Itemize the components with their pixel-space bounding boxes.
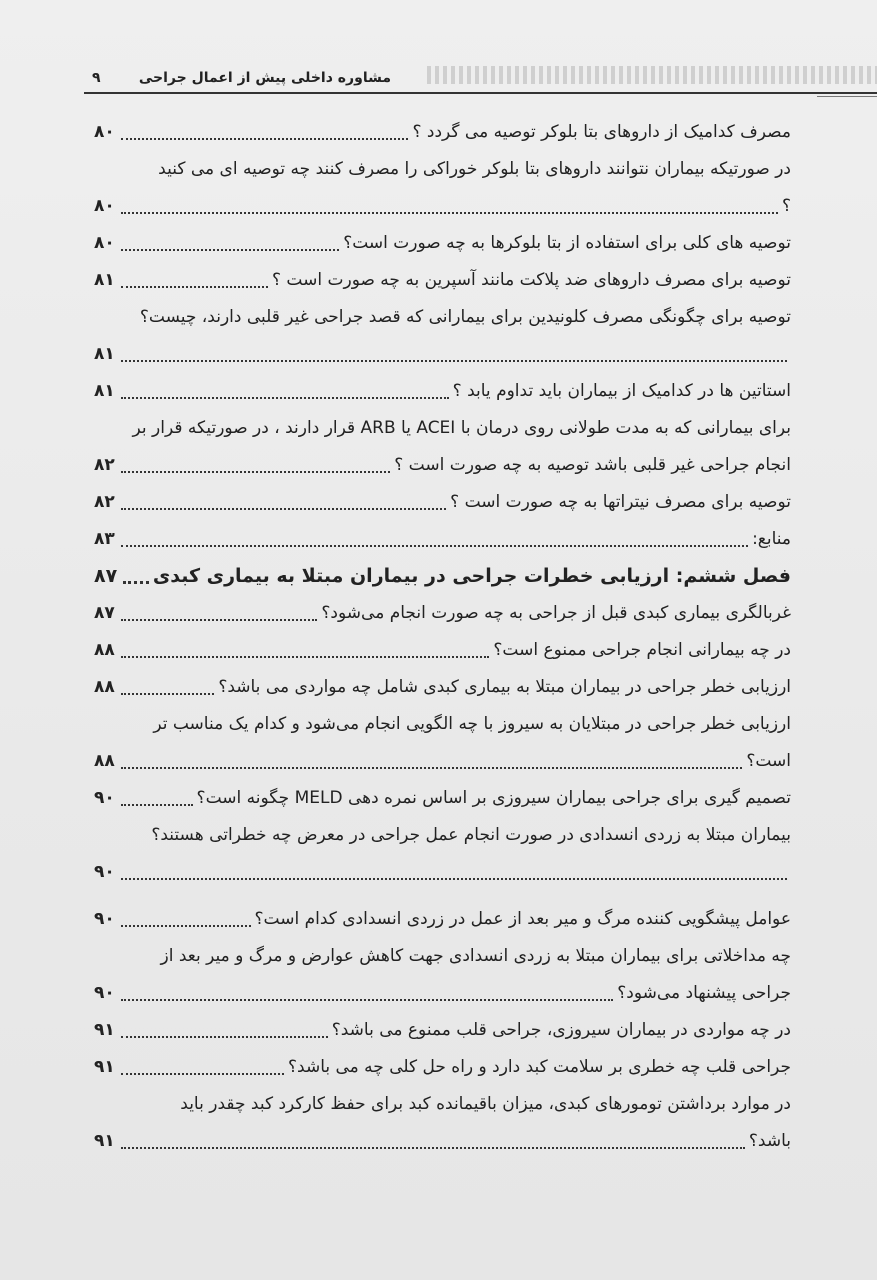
toc-entry-text: منابع: — [752, 529, 791, 549]
toc-page-number: ۹۰ — [94, 862, 115, 882]
toc-entry-text: جراحی پیشنهاد می‌شود؟ — [617, 983, 791, 1003]
toc-entry-text: بیماران مبتلا به زردی انسدادی در صورت انجام عمل جراحی در معرض چه خطراتی هستند؟ — [151, 825, 791, 845]
toc-line — [94, 938, 791, 975]
toc-entry — [94, 151, 791, 225]
toc-line — [94, 854, 791, 891]
dot-leader — [123, 581, 149, 584]
dot-leader — [121, 286, 268, 288]
toc-page-number: ۸۸ — [94, 677, 115, 697]
toc-line — [94, 558, 791, 595]
toc-line — [94, 1049, 791, 1086]
toc-page-number: ۹۱ — [94, 1057, 115, 1077]
dot-leader — [121, 249, 339, 251]
dot-leader — [121, 397, 449, 399]
toc-entry-text: تصمیم گیری برای جراحی بیماران سیروزی بر اساس نمره دهی MELD چگونه است؟ — [196, 788, 791, 808]
toc-entry — [94, 225, 791, 262]
toc-line — [94, 1012, 791, 1049]
toc-line — [94, 632, 791, 669]
toc-page-number: ۹۰ — [94, 983, 115, 1003]
toc-line — [94, 114, 791, 151]
toc-page-number: ۸۲ — [94, 455, 115, 475]
toc-entry-text: انجام جراحی غیر قلبی باشد توصیه به چه صورت است ؟ — [394, 455, 791, 475]
toc-line — [94, 262, 791, 299]
toc-line — [94, 373, 791, 410]
toc-page-number: ۹۱ — [94, 1020, 115, 1040]
dot-leader — [121, 508, 446, 510]
toc-line — [94, 484, 791, 521]
toc-page-number: ۸۱ — [94, 270, 115, 290]
spacer — [94, 891, 791, 901]
toc-line — [94, 410, 791, 447]
dot-leader — [121, 925, 251, 927]
dot-leader — [121, 138, 409, 140]
toc-entry-text: است؟ — [746, 751, 791, 771]
toc-entry — [94, 521, 791, 558]
toc-entry — [94, 299, 791, 373]
toc-entry — [94, 901, 791, 938]
toc-page-number: ۹۱ — [94, 1131, 115, 1151]
toc-entry — [94, 1012, 791, 1049]
toc-entry-text: استاتین ها در کدامیک از بیماران باید تداوم یابد ؟ — [452, 381, 791, 401]
toc-entry-text: توصیه برای مصرف داروهای ضد پلاکت مانند آسپرین به چه صورت است ؟ — [271, 270, 791, 290]
dot-leader — [121, 1147, 745, 1149]
toc-line — [94, 706, 791, 743]
toc-entry — [94, 373, 791, 410]
dot-leader — [121, 999, 613, 1001]
toc-entry-text: توصیه های کلی برای استفاده از بتا بلوکرها به چه صورت است؟ — [343, 233, 791, 253]
toc-entry — [94, 780, 791, 817]
dot-leader — [121, 1073, 284, 1075]
dot-leader — [121, 212, 778, 214]
toc-line — [94, 299, 791, 336]
toc-page-number: ۸۱ — [94, 381, 115, 401]
dot-leader — [121, 878, 787, 880]
toc-line — [94, 188, 791, 225]
toc-page-number: ۸۷ — [94, 603, 115, 623]
toc-page-number: ۸۷ — [94, 565, 118, 587]
toc-line — [94, 447, 791, 484]
dot-leader — [121, 619, 318, 621]
toc-entry-text: چه مداخلاتی برای بیماران مبتلا به زردی انسدادی جهت کاهش عوارض و مرگ و میر بعد از — [160, 946, 791, 966]
toc-page-number: ۸۲ — [94, 492, 115, 512]
toc-entry-text: ؟ — [781, 196, 791, 216]
toc-line — [94, 975, 791, 1012]
toc-entry — [94, 938, 791, 1012]
running-header — [84, 56, 877, 96]
toc-entry — [94, 1086, 791, 1160]
header-title: مشاوره داخلی پیش از اعمال جراحی — [138, 70, 391, 86]
toc-entry-text: در چه مواردی در بیماران سیروزی، جراحی قلب ممنوع می باشد؟ — [331, 1020, 791, 1040]
toc-line — [94, 817, 791, 854]
toc-chapter-heading — [94, 558, 791, 595]
toc-entry-text: در صورتیکه بیماران نتوانند داروهای بتا بلوکر خوراکی را مصرف کنند چه توصیه ای می کنید — [158, 159, 791, 179]
toc-entry — [94, 595, 791, 632]
header-rule-secondary — [817, 96, 877, 97]
toc-entry-text: توصیه برای چگونگی مصرف کلونیدین برای بیمارانی که قصد جراحی غیر قلبی دارند، چیست؟ — [139, 307, 791, 327]
dot-leader — [121, 545, 748, 547]
toc-entry — [94, 817, 791, 891]
toc-page-number: ۸۳ — [94, 529, 115, 549]
toc-entry-text: باشد؟ — [748, 1131, 791, 1151]
toc-entry — [94, 1049, 791, 1086]
dot-leader — [121, 1036, 328, 1038]
toc-entry — [94, 114, 791, 151]
dot-leader — [121, 360, 787, 362]
toc-line — [94, 521, 791, 558]
toc-page-number: ۸۸ — [94, 640, 115, 660]
toc-entry — [94, 410, 791, 484]
toc-line — [94, 1123, 791, 1160]
toc-page-number: ۸۸ — [94, 751, 115, 771]
toc-line — [94, 1086, 791, 1123]
toc-line — [94, 901, 791, 938]
toc-entry-text: در چه بیمارانی انجام جراحی ممنوع است؟ — [493, 640, 791, 660]
toc-line — [94, 225, 791, 262]
toc-entry — [94, 484, 791, 521]
toc-entry — [94, 669, 791, 706]
toc-line — [94, 669, 791, 706]
toc-entry — [94, 262, 791, 299]
toc-page-number: ۹۰ — [94, 788, 115, 808]
toc-entry-text: عوامل پیشگویی کننده مرگ و میر بعد از عمل در زردی انسدادی کدام است؟ — [254, 909, 791, 929]
toc-line — [94, 595, 791, 632]
dot-leader — [121, 656, 490, 658]
toc-entry — [94, 706, 791, 780]
header-page-number: ۹ — [92, 70, 101, 86]
dot-leader — [121, 693, 215, 695]
toc-entry-text: فصل ششم: ارزیابی خطرات جراحی در بیماران مبتلا به بیماری کبدی — [152, 565, 791, 587]
toc-page-number: ۸۰ — [94, 233, 115, 253]
toc-line — [94, 743, 791, 780]
dot-leader — [121, 767, 743, 769]
toc-entry-text: توصیه برای مصرف نیتراتها به چه صورت است ؟ — [450, 492, 791, 512]
toc-entry-text: جراحی قلب چه خطری بر سلامت کبد دارد و راه حل کلی چه می باشد؟ — [288, 1057, 791, 1077]
toc-entry-text: ارزیابی خطر جراحی در مبتلایان به سیروز با چه الگویی انجام می‌شود و کدام یک مناسب تر — [153, 714, 791, 734]
toc-page-number: ۸۰ — [94, 122, 115, 142]
toc-entry-text: در موارد برداشتن تومورهای کبدی، میزان باقیمانده کبد برای حفظ کارکرد کبد چقدر باید — [180, 1094, 791, 1114]
toc-line — [94, 780, 791, 817]
toc-entry-text: برای بیمارانی که به مدت طولانی روی درمان با ACEI یا ARB قرار دارند ، در صورتیکه قرار بر — [132, 418, 791, 438]
toc-entry-text: ارزیابی خطر جراحی در بیماران مبتلا به بیماری کبدی شامل چه مواردی می باشد؟ — [218, 677, 791, 697]
toc-entry-text: مصرف کدامیک از داروهای بتا بلوکر توصیه می گردد ؟ — [412, 122, 791, 142]
toc-page-number: ۸۰ — [94, 196, 115, 216]
toc-entry-text: غربالگری بیماری کبدی قبل از جراحی به چه صورت انجام می‌شود؟ — [321, 603, 791, 623]
table-of-contents — [94, 114, 791, 1160]
toc-line — [94, 151, 791, 188]
toc-line — [94, 336, 791, 373]
toc-entry — [94, 632, 791, 669]
dot-leader — [121, 804, 193, 806]
header-rule — [84, 92, 877, 94]
header-decoration — [427, 66, 877, 84]
toc-page-number: ۹۰ — [94, 909, 115, 929]
dot-leader — [121, 471, 390, 473]
toc-page-number: ۸۱ — [94, 344, 115, 364]
